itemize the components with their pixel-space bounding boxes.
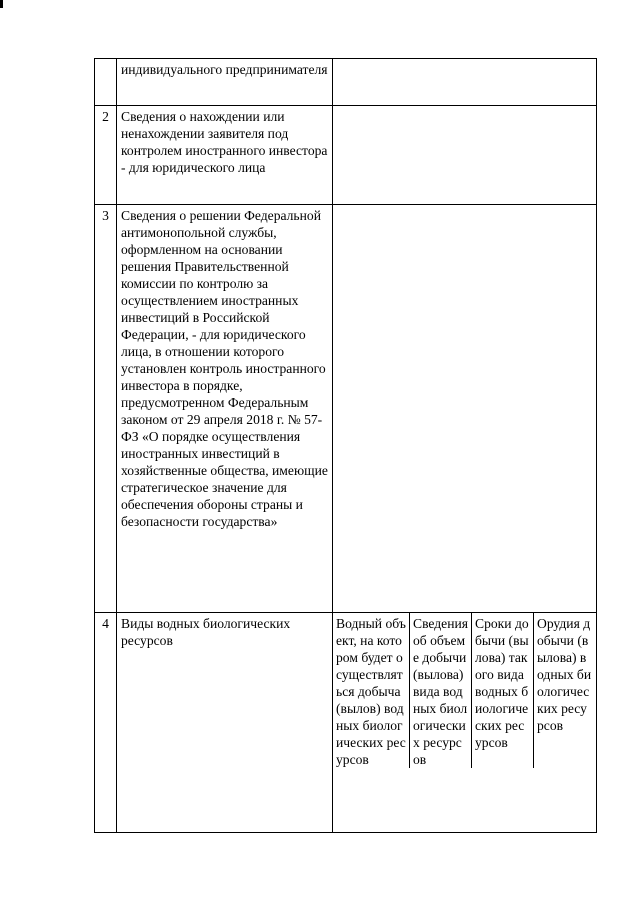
table-row <box>95 59 597 106</box>
row-value-cell <box>333 59 597 106</box>
application-form-table <box>94 58 597 833</box>
table-row <box>95 106 597 205</box>
subcolumn-catch-gear: Орудия добычи (вылова) водных биологических ресурсов <box>534 613 597 768</box>
subcolumn-catch-volume: Сведения об объеме добычи (вылова) вида водных биологических ресурсов <box>410 613 472 768</box>
table-row <box>95 613 597 833</box>
row-number: 3 <box>95 205 117 613</box>
row-value-cell <box>333 205 597 613</box>
row-name-cell: Сведения о решении Федеральной антимонопольной службы, оформленном на основании решения Правительственной комиссии по контролю за осуществлением иностранных инвестиций в Российской Федерации, - для юридического лица, в отношении которого установлен контроль иностранного инвестора в порядке, предусмотренном Федеральным законом от 29 апреля 2018 г. № 57-ФЗ «О порядке осуществления иностранных инвестиций в хозяйственные общества, имеющие стратегическое значение для обеспечения обороны страны и безопасности государства» <box>117 205 333 613</box>
row-value-cell <box>333 106 597 205</box>
row-number: 2 <box>95 106 117 205</box>
row-name-cell: Сведения о нахождении или ненахождении заявителя под контролем иностранного инвестора - для юридического лица <box>117 106 333 205</box>
row-number <box>95 59 117 106</box>
row-number: 4 <box>95 613 117 833</box>
row-subcolumns-cell <box>333 613 597 833</box>
scan-corner-mark <box>0 0 3 8</box>
subcolumns-table <box>333 613 596 768</box>
row-name-cell: индивидуального предпринимателя <box>117 59 333 106</box>
row-name-cell: Виды водных биологических ресурсов <box>117 613 333 833</box>
table-row <box>95 205 597 613</box>
subcolumn-water-body: Водный объект, на котором будет осуществляться добыча (вылов) водных биологических ресурсов <box>336 616 406 767</box>
subcolumn-catch-period: Сроки добычи (вылова) такого вида водных биологических ресурсов <box>472 613 534 768</box>
